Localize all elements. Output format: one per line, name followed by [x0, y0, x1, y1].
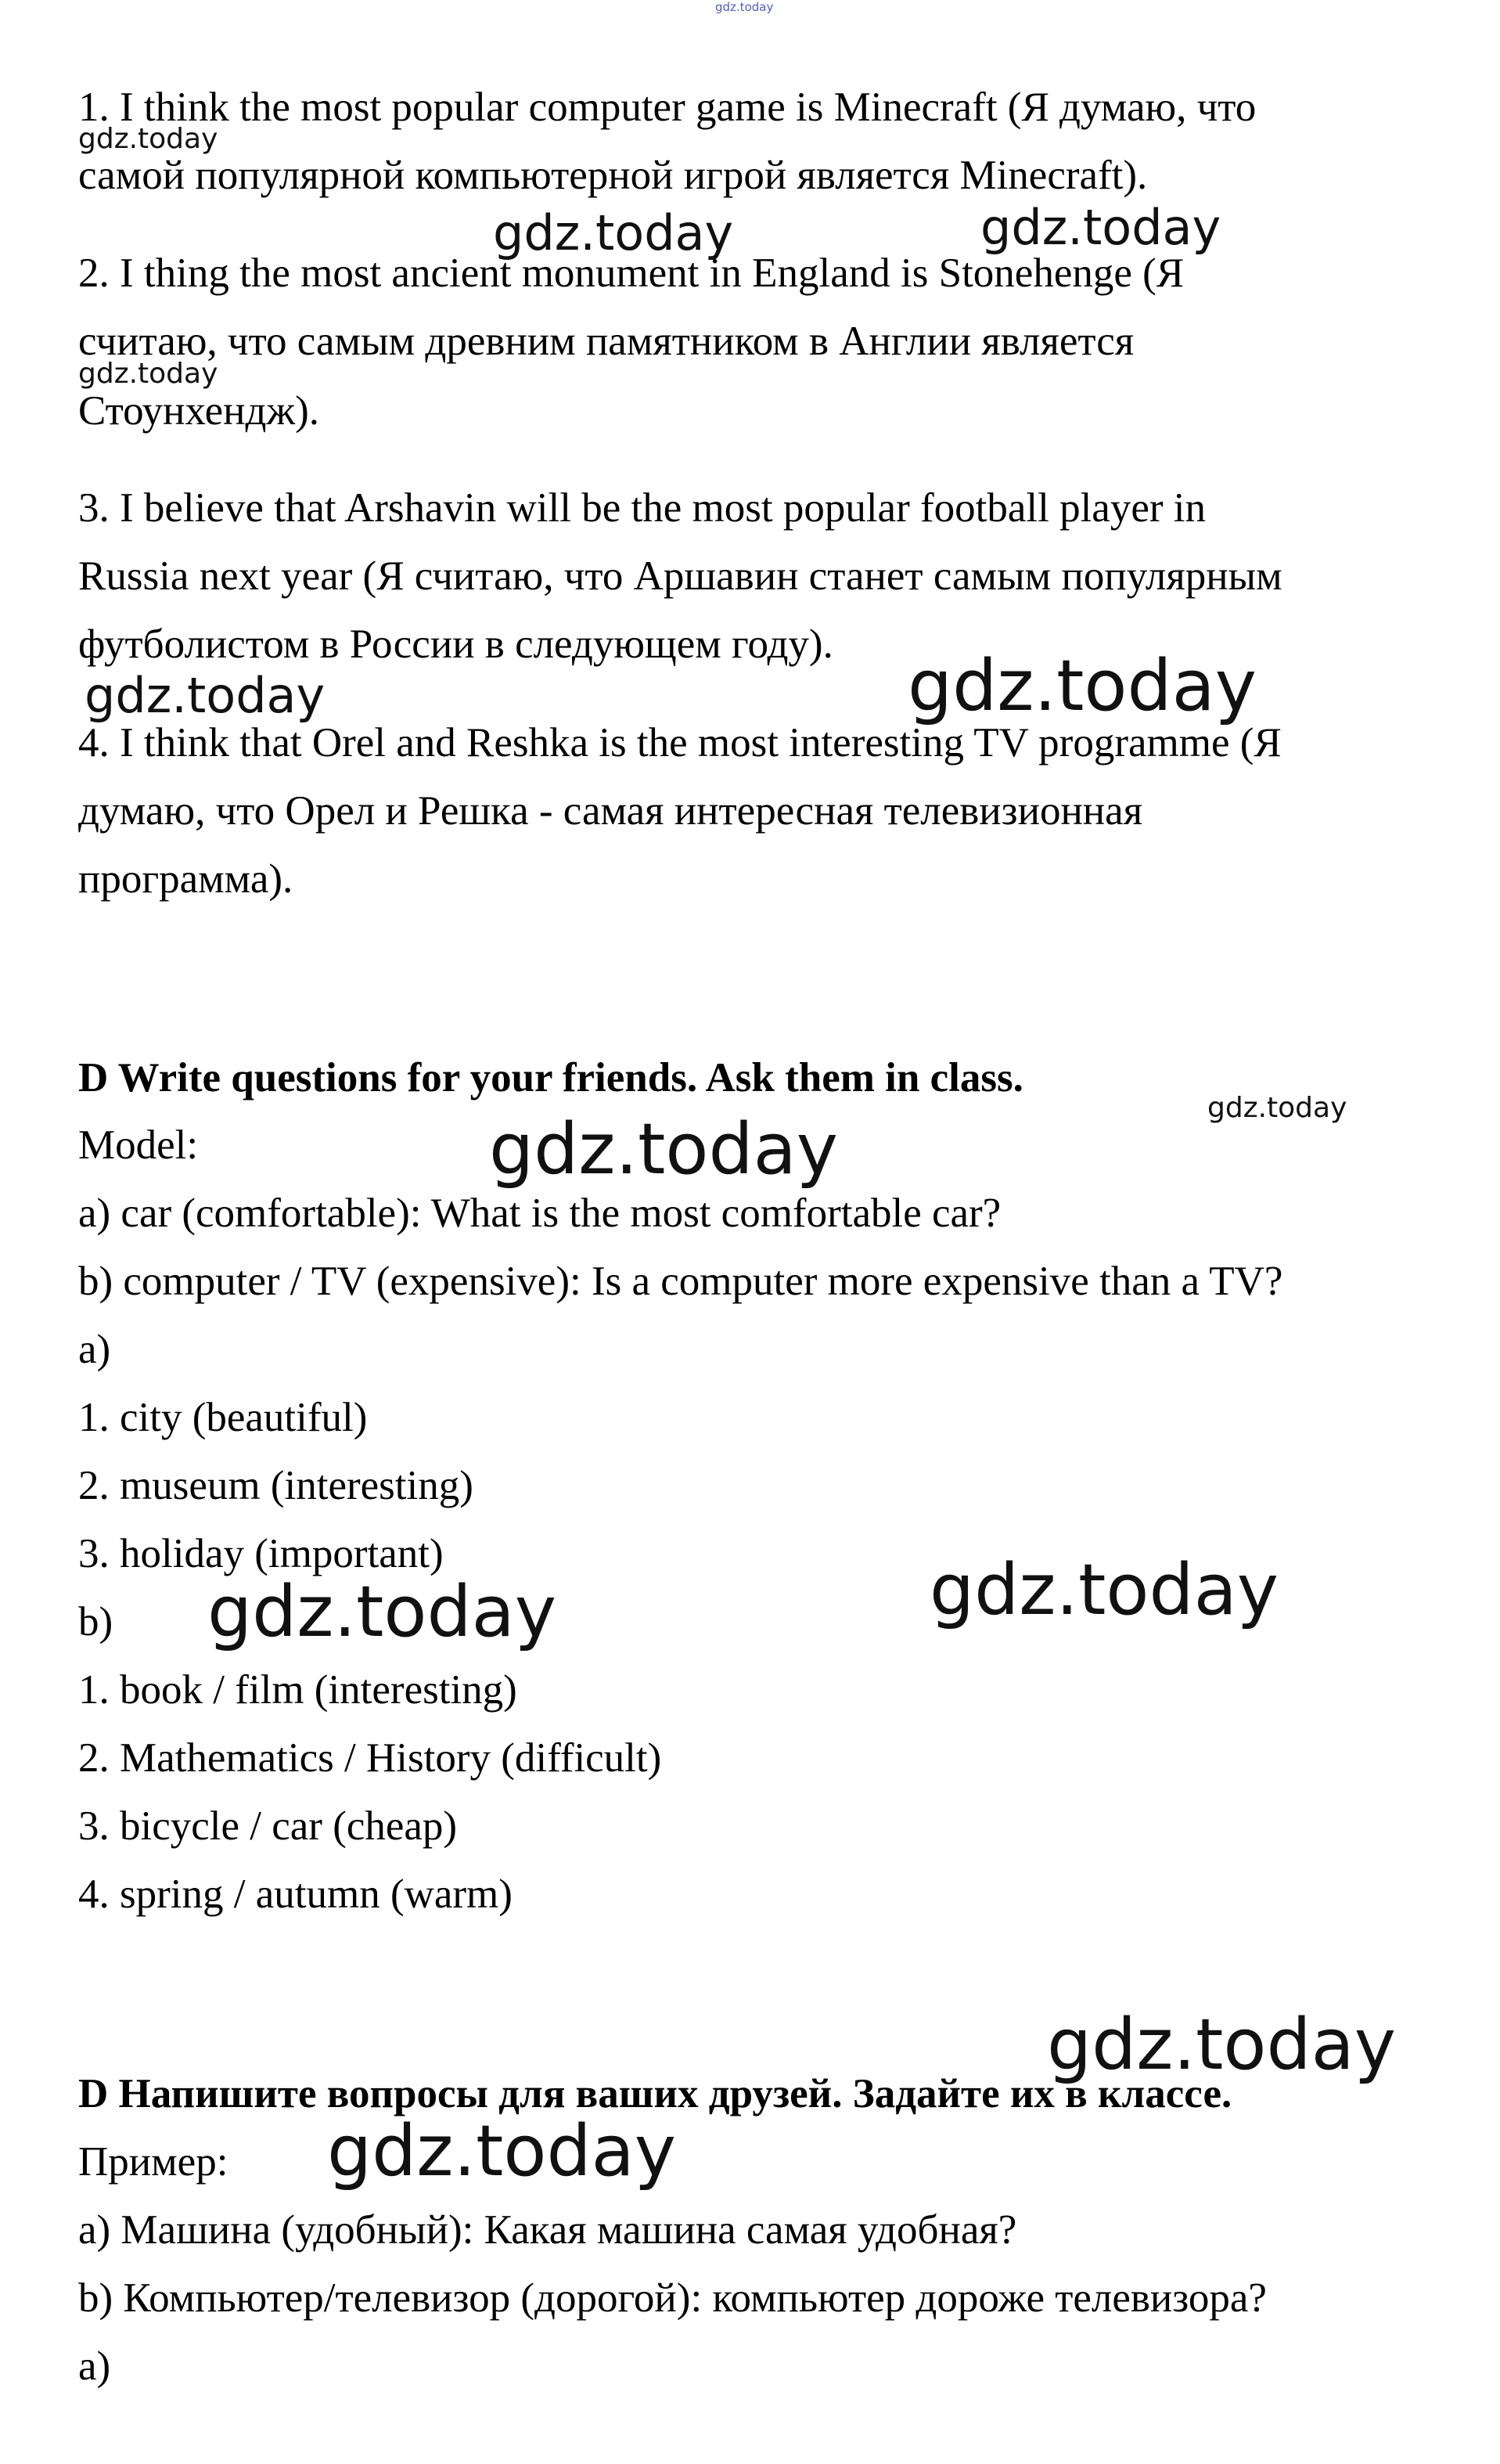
model-example: b) computer / TV (expensive): Is a computer more expensive than a TV? [78, 1259, 1283, 1304]
watermark: gdz.today [930, 1549, 1279, 1631]
exercise-heading: D Write questions for your friends. Ask them in class. [78, 1055, 1023, 1101]
list-item: 1. book / film (interesting) [78, 1667, 517, 1713]
answer-line: думаю, что Орел и Решка - самая интересная телевизионная [78, 788, 1143, 834]
part-label: a) [78, 1327, 111, 1372]
answer-line: 4. I think that Orel and Reshka is the most interesting TV programme (Я [78, 720, 1282, 765]
model-label: Пример: [78, 2139, 228, 2185]
answer-line: самой популярной компьютерной игрой является Minecraft). [78, 153, 1148, 198]
watermark: gdz.today [78, 123, 218, 155]
answer-line: Стоунхендж). [78, 388, 320, 434]
part-label: a) [78, 2343, 111, 2389]
list-item: 3. holiday (important) [78, 1531, 444, 1576]
answer-line: Russia next year (Я считаю, что Аршавин станет самым популярным [78, 553, 1282, 599]
watermark: gdz.today [1207, 1092, 1347, 1124]
list-item: 4. spring / autumn (warm) [78, 1871, 513, 1917]
watermark: gdz.today [715, 0, 774, 14]
model-example: a) Машина (удобный): Какая машина самая удобная? [78, 2207, 1017, 2253]
answer-line: считаю, что самым древним памятником в Англии является [78, 319, 1135, 364]
watermark: gdz.today [1047, 2004, 1397, 2086]
list-item: 1. city (beautiful) [78, 1395, 368, 1440]
watermark: gdz.today [85, 667, 326, 724]
exercise-heading: D Напишите вопросы для ваших друзей. Задайте их в классе. [78, 2071, 1232, 2116]
watermark: gdz.today [493, 204, 734, 261]
answer-line: 3. I believe that Arshavin will be the most popular football player in [78, 485, 1206, 531]
model-example: a) car (comfortable): What is the most comfortable car? [78, 1191, 1002, 1236]
watermark: gdz.today [207, 1571, 557, 1653]
answer-line: программа). [78, 856, 293, 902]
list-item: 2. Mathematics / History (difficult) [78, 1735, 662, 1781]
list-item: 3. bicycle / car (cheap) [78, 1803, 458, 1849]
answer-line: футболистом в России в следующем году). [78, 621, 833, 667]
watermark: gdz.today [78, 358, 218, 390]
watermark: gdz.today [908, 645, 1257, 727]
list-item: 2. museum (interesting) [78, 1463, 473, 1508]
model-label: Model: [78, 1122, 199, 1168]
model-example: b) Компьютер/телевизор (дорогой): компьютер дороже телевизора? [78, 2275, 1267, 2321]
answer-line: 2. I thing the most ancient monument in England is Stonehenge (Я [78, 250, 1185, 296]
part-label: b) [78, 1599, 113, 1644]
watermark: gdz.today [980, 199, 1221, 256]
answer-line: 1. I think the most popular computer game is Minecraft (Я думаю, что [78, 85, 1257, 130]
watermark: gdz.today [327, 2110, 677, 2192]
watermark: gdz.today [489, 1108, 839, 1191]
